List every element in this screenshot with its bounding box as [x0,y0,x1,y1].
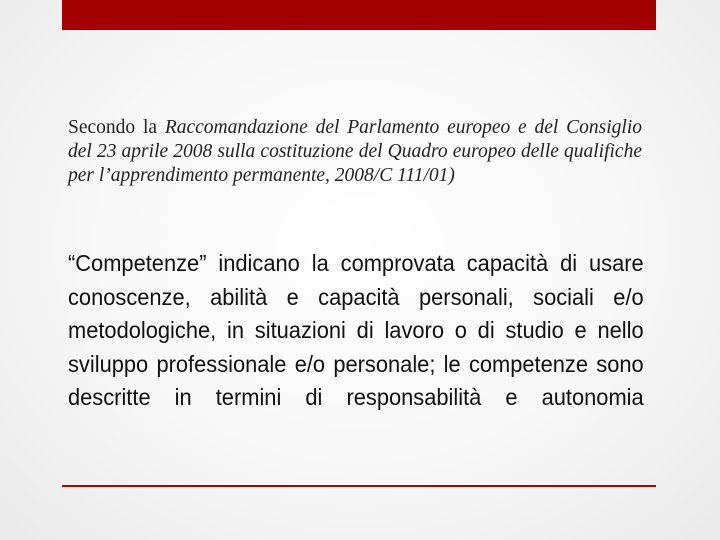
definition-paragraph: “Competenze” indicano la comprovata capacità di usare conoscenze, abilità e capacità personali, sociali e/o metodologiche, in situazioni di lavoro o di studio e nello sviluppo professionale e/o personale; le competenze sono descritte in termini di responsabilità e autonomia [68,250,644,410]
intro-paragraph [68,116,642,188]
bottom-divider [62,485,656,487]
intro-citation: Raccomandazione del Parlamento europeo e del Consiglio del 23 aprile 2008 sulla costituzione del Quadro europeo delle qualifiche per l’apprendimento permanente, 2008/C 111/01) [68,117,642,186]
intro-lead: Secondo la [68,117,165,138]
top-accent-bar [62,0,656,30]
